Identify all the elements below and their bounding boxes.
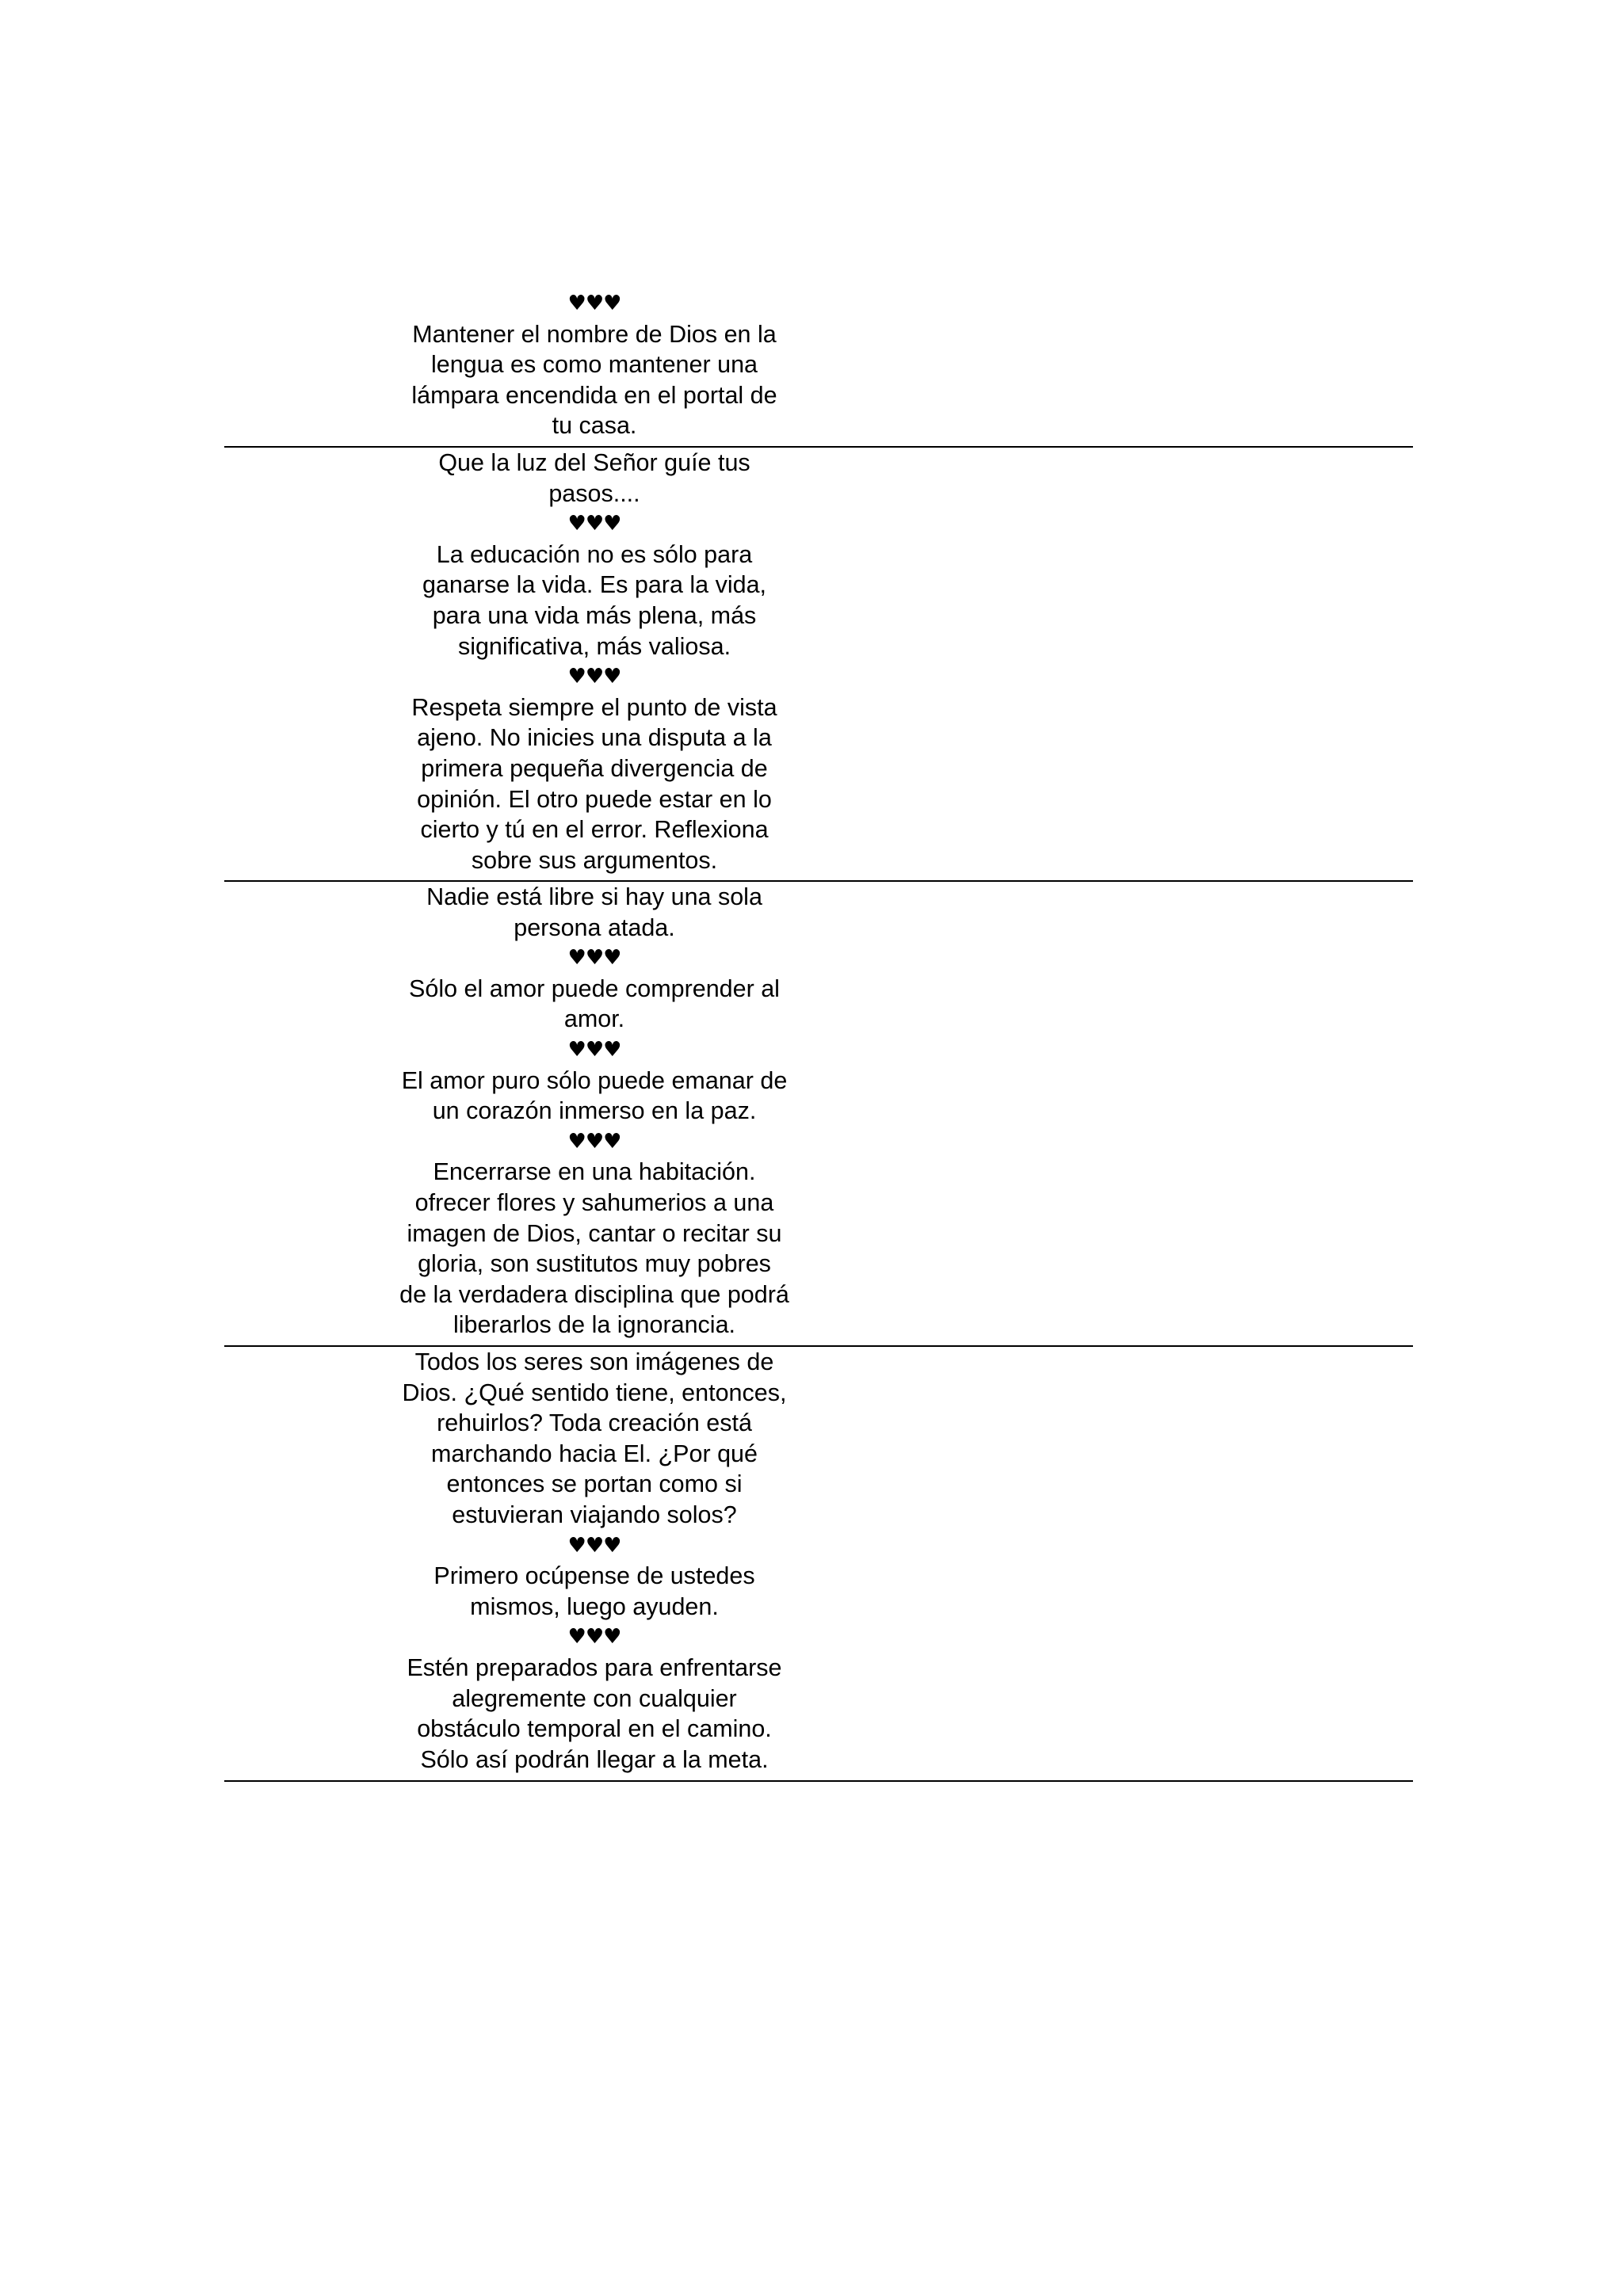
quote-text-line: marchando hacia El. ¿Por qué (431, 1440, 758, 1467)
quote-text-line: Mantener el nombre de Dios en la (412, 320, 777, 348)
heart-separator-icon: ♥♥♥ (567, 292, 621, 315)
quote-text-line: ajeno. No inicies una disputa a la (417, 724, 772, 752)
heart-separator-icon: ♥♥♥ (567, 512, 621, 536)
quote-text-line: tu casa. (552, 412, 637, 440)
quote-text-line: obstáculo temporal en el camino. (417, 1715, 772, 1743)
section-divider-4 (224, 1780, 1413, 1782)
quote-text-line: Estén preparados para enfrentarse (407, 1653, 782, 1681)
quote-text-line: sobre sus argumentos. (471, 846, 718, 874)
quote-text-line: opinión. El otro puede estar en lo (417, 785, 772, 813)
quote-text-line: ganarse la vida. Es para la vida, (422, 571, 767, 599)
quote-text-line: lámpara encendida en el portal de (411, 381, 777, 409)
quote-text-line: Primero ocúpense de ustedes (433, 1562, 755, 1590)
quote-text-line: persona atada. (514, 913, 675, 941)
heart-separator-icon: ♥♥♥ (567, 1533, 621, 1558)
quote-block-3 (365, 882, 824, 1341)
quote-text-line: La educación no es sólo para (436, 540, 753, 568)
quote-text-line: Respeta siempre el punto de vista (411, 693, 777, 721)
heart-separator-icon: ♥♥♥ (567, 1129, 621, 1154)
quote-text-line: de la verdadera disciplina que podrá (399, 1280, 789, 1308)
quote-text-line: rehuirlos? Toda creación está (437, 1409, 752, 1437)
quote-text-line: lengua es como mantener una (430, 351, 758, 379)
quote-text-line: pasos.... (548, 479, 640, 507)
quote-text-line: significativa, más valiosa. (457, 632, 731, 660)
quote-text-line: imagen de Dios, cantar o recitar su (407, 1219, 782, 1247)
heart-separator-icon: ♥♥♥ (567, 946, 621, 971)
quote-text-line: El amor puro sólo puede emanar de (401, 1066, 788, 1094)
quote-block-4 (365, 1347, 824, 1775)
quote-text-line: Sólo así podrán llegar a la meta. (420, 1745, 769, 1773)
heart-separator-icon: ♥♥♥ (567, 1625, 621, 1650)
quote-text-line: para una vida más plena, más (432, 601, 757, 629)
quote-text-line: amor. (563, 1005, 625, 1033)
quote-text-line: gloria, son sustitutos muy pobres (418, 1250, 771, 1278)
quote-block-1 (365, 288, 824, 441)
heart-separator-icon: ♥♥♥ (567, 1037, 621, 1062)
quote-text-line: cierto y tú en el error. Reflexiona (420, 816, 769, 844)
quote-text-line: mismos, luego ayuden. (470, 1592, 719, 1620)
quote-text-line: Dios. ¿Qué sentido tiene, entonces, (402, 1379, 787, 1406)
quote-text-line: Todos los seres son imágenes de (414, 1348, 774, 1375)
quote-text-line: Encerrarse en una habitación. (433, 1158, 756, 1186)
quote-text-line: ofrecer flores y sahumerios a una (414, 1188, 774, 1216)
quote-text-line: primera pequeña divergencia de (421, 754, 768, 782)
quote-block-2 (365, 448, 824, 875)
quote-text-line: un corazón inmerso en la paz. (432, 1097, 757, 1125)
quote-text-line: Que la luz del Señor guíe tus (438, 449, 750, 476)
quote-text-line: liberarlos de la ignorancia. (453, 1311, 736, 1339)
quote-text-line: alegremente con cualquier (452, 1684, 737, 1712)
heart-separator-icon: ♥♥♥ (567, 665, 621, 689)
quote-text-line: entonces se portan como si (446, 1470, 743, 1498)
quote-text-line: Nadie está libre si hay una sola (426, 883, 762, 910)
quote-text-line: estuvieran viajando solos? (452, 1501, 737, 1528)
quote-text-line: Sólo el amor puede comprender al (409, 974, 780, 1002)
